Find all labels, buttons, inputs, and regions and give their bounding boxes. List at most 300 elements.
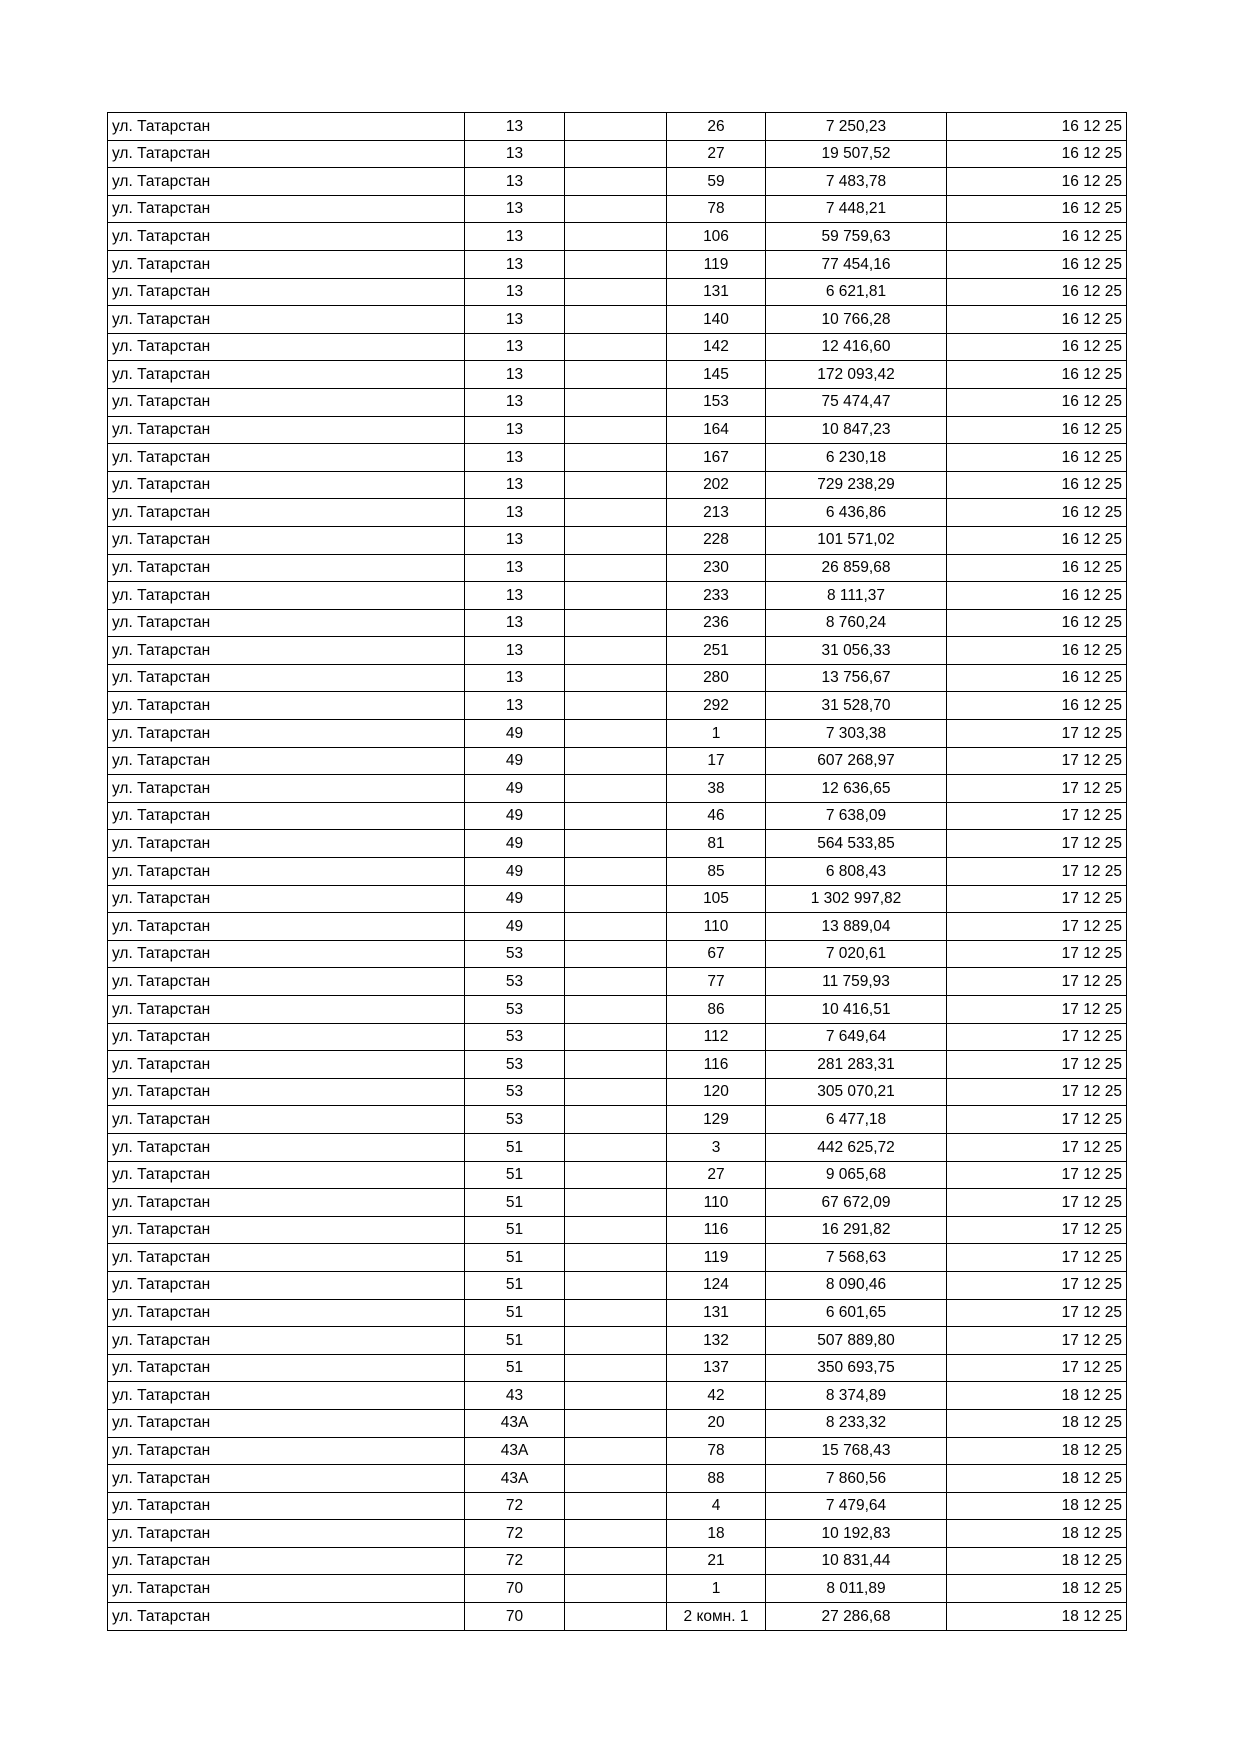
blank-cell (565, 637, 667, 665)
table-row (108, 1216, 1127, 1244)
date-cell: 17 12 25 (947, 858, 1127, 886)
building-number-cell: 72 (465, 1520, 565, 1548)
apartment-number-cell: 81 (667, 830, 766, 858)
amount-cell: 442 625,72 (766, 1133, 947, 1161)
blank-cell (565, 1133, 667, 1161)
building-number-cell: 49 (465, 747, 565, 775)
blank-cell (565, 1106, 667, 1134)
building-number-cell: 13 (465, 471, 565, 499)
street-cell: ул. Татарстан (108, 361, 465, 389)
date-cell: 16 12 25 (947, 361, 1127, 389)
date-cell: 18 12 25 (947, 1575, 1127, 1603)
amount-cell: 27 286,68 (766, 1603, 947, 1631)
building-number-cell: 13 (465, 444, 565, 472)
street-cell: ул. Татарстан (108, 1327, 465, 1355)
street-cell: ул. Татарстан (108, 1465, 465, 1493)
amount-cell: 8 374,89 (766, 1382, 947, 1410)
date-cell: 17 12 25 (947, 1161, 1127, 1189)
date-cell: 16 12 25 (947, 637, 1127, 665)
table-row (108, 1299, 1127, 1327)
apartment-number-cell: 77 (667, 968, 766, 996)
amount-cell: 6 477,18 (766, 1106, 947, 1134)
table-row (108, 692, 1127, 720)
street-cell: ул. Татарстан (108, 747, 465, 775)
blank-cell (565, 747, 667, 775)
blank-cell (565, 582, 667, 610)
street-cell: ул. Татарстан (108, 1051, 465, 1079)
table-row (108, 720, 1127, 748)
date-cell: 16 12 25 (947, 223, 1127, 251)
blank-cell (565, 1299, 667, 1327)
blank-cell (565, 140, 667, 168)
amount-cell: 13 889,04 (766, 913, 947, 941)
blank-cell (565, 1492, 667, 1520)
amount-cell: 7 860,56 (766, 1465, 947, 1493)
blank-cell (565, 278, 667, 306)
table-row (108, 1354, 1127, 1382)
blank-cell (565, 802, 667, 830)
building-number-cell: 13 (465, 526, 565, 554)
table-row (108, 940, 1127, 968)
date-cell: 18 12 25 (947, 1520, 1127, 1548)
apartment-number-cell: 1 (667, 720, 766, 748)
street-cell: ул. Татарстан (108, 1575, 465, 1603)
blank-cell (565, 195, 667, 223)
table-row (108, 1133, 1127, 1161)
apartment-number-cell: 292 (667, 692, 766, 720)
blank-cell (565, 1051, 667, 1079)
street-cell: ул. Татарстан (108, 1216, 465, 1244)
blank-cell (565, 885, 667, 913)
building-number-cell: 13 (465, 250, 565, 278)
apartment-number-cell: 233 (667, 582, 766, 610)
blank-cell (565, 1603, 667, 1631)
street-cell: ул. Татарстан (108, 1133, 465, 1161)
building-number-cell: 53 (465, 996, 565, 1024)
blank-cell (565, 1078, 667, 1106)
table-row (108, 1437, 1127, 1465)
building-number-cell: 13 (465, 499, 565, 527)
building-number-cell: 49 (465, 858, 565, 886)
amount-cell: 6 601,65 (766, 1299, 947, 1327)
building-number-cell: 49 (465, 802, 565, 830)
street-cell: ул. Татарстан (108, 720, 465, 748)
amount-cell: 305 070,21 (766, 1078, 947, 1106)
street-cell: ул. Татарстан (108, 1547, 465, 1575)
blank-cell (565, 968, 667, 996)
street-cell: ул. Татарстан (108, 388, 465, 416)
building-number-cell: 43А (465, 1409, 565, 1437)
building-number-cell: 51 (465, 1133, 565, 1161)
street-cell: ул. Татарстан (108, 1078, 465, 1106)
apartment-number-cell: 67 (667, 940, 766, 968)
blank-cell (565, 1575, 667, 1603)
date-cell: 17 12 25 (947, 1078, 1127, 1106)
blank-cell (565, 1465, 667, 1493)
apartment-number-cell: 112 (667, 1023, 766, 1051)
street-cell: ул. Татарстан (108, 1106, 465, 1134)
date-cell: 16 12 25 (947, 416, 1127, 444)
table-row (108, 444, 1127, 472)
apartment-number-cell: 110 (667, 913, 766, 941)
date-cell: 17 12 25 (947, 1354, 1127, 1382)
table-row (108, 195, 1127, 223)
blank-cell (565, 664, 667, 692)
amount-cell: 507 889,80 (766, 1327, 947, 1355)
apartment-number-cell: 86 (667, 996, 766, 1024)
building-number-cell: 51 (465, 1327, 565, 1355)
street-cell: ул. Татарстан (108, 195, 465, 223)
apartment-number-cell: 132 (667, 1327, 766, 1355)
apartment-number-cell: 106 (667, 223, 766, 251)
table-row (108, 775, 1127, 803)
blank-cell (565, 1547, 667, 1575)
amount-cell: 10 831,44 (766, 1547, 947, 1575)
apartment-number-cell: 18 (667, 1520, 766, 1548)
amount-cell: 11 759,93 (766, 968, 947, 996)
date-cell: 16 12 25 (947, 664, 1127, 692)
blank-cell (565, 1354, 667, 1382)
table-row (108, 1465, 1127, 1493)
building-number-cell: 70 (465, 1603, 565, 1631)
table-row (108, 637, 1127, 665)
blank-cell (565, 940, 667, 968)
building-number-cell: 53 (465, 1023, 565, 1051)
building-number-cell: 53 (465, 1051, 565, 1079)
building-number-cell: 53 (465, 940, 565, 968)
apartment-number-cell: 236 (667, 609, 766, 637)
street-cell: ул. Татарстан (108, 692, 465, 720)
street-cell: ул. Татарстан (108, 1023, 465, 1051)
apartment-number-cell: 120 (667, 1078, 766, 1106)
building-number-cell: 49 (465, 775, 565, 803)
amount-cell: 6 436,86 (766, 499, 947, 527)
amount-cell: 6 808,43 (766, 858, 947, 886)
table-row (108, 609, 1127, 637)
date-cell: 16 12 25 (947, 278, 1127, 306)
apartment-number-cell: 145 (667, 361, 766, 389)
street-cell: ул. Татарстан (108, 830, 465, 858)
table-row (108, 1327, 1127, 1355)
blank-cell (565, 692, 667, 720)
blank-cell (565, 1437, 667, 1465)
street-cell: ул. Татарстан (108, 913, 465, 941)
date-cell: 18 12 25 (947, 1492, 1127, 1520)
apartment-number-cell: 137 (667, 1354, 766, 1382)
blank-cell (565, 388, 667, 416)
apartment-number-cell: 42 (667, 1382, 766, 1410)
apartment-number-cell: 27 (667, 140, 766, 168)
street-cell: ул. Татарстан (108, 1299, 465, 1327)
blank-cell (565, 775, 667, 803)
table-row (108, 1409, 1127, 1437)
amount-cell: 12 636,65 (766, 775, 947, 803)
apartment-number-cell: 46 (667, 802, 766, 830)
date-cell: 17 12 25 (947, 1271, 1127, 1299)
street-cell: ул. Татарстан (108, 1161, 465, 1189)
apartment-number-cell: 251 (667, 637, 766, 665)
blank-cell (565, 1244, 667, 1272)
building-number-cell: 53 (465, 1078, 565, 1106)
date-cell: 16 12 25 (947, 499, 1127, 527)
apartment-number-cell: 3 (667, 1133, 766, 1161)
street-cell: ул. Татарстан (108, 1603, 465, 1631)
apartment-number-cell: 280 (667, 664, 766, 692)
building-number-cell: 51 (465, 1271, 565, 1299)
amount-cell: 7 483,78 (766, 168, 947, 196)
street-cell: ул. Татарстан (108, 1244, 465, 1272)
date-cell: 18 12 25 (947, 1437, 1127, 1465)
date-cell: 17 12 25 (947, 720, 1127, 748)
table-row (108, 388, 1127, 416)
building-number-cell: 49 (465, 830, 565, 858)
building-number-cell: 43 (465, 1382, 565, 1410)
amount-cell: 729 238,29 (766, 471, 947, 499)
apartment-number-cell: 131 (667, 1299, 766, 1327)
blank-cell (565, 1271, 667, 1299)
street-cell: ул. Татарстан (108, 940, 465, 968)
street-cell: ул. Татарстан (108, 609, 465, 637)
date-cell: 16 12 25 (947, 526, 1127, 554)
building-number-cell: 13 (465, 692, 565, 720)
date-cell: 17 12 25 (947, 996, 1127, 1024)
apartment-number-cell: 213 (667, 499, 766, 527)
date-cell: 16 12 25 (947, 250, 1127, 278)
date-cell: 17 12 25 (947, 802, 1127, 830)
amount-cell: 7 649,64 (766, 1023, 947, 1051)
blank-cell (565, 858, 667, 886)
blank-cell (565, 1161, 667, 1189)
apartment-number-cell: 119 (667, 1244, 766, 1272)
blank-cell (565, 996, 667, 1024)
apartment-number-cell: 124 (667, 1271, 766, 1299)
date-cell: 16 12 25 (947, 140, 1127, 168)
table-row (108, 1189, 1127, 1217)
building-number-cell: 13 (465, 361, 565, 389)
street-cell: ул. Татарстан (108, 582, 465, 610)
amount-cell: 7 250,23 (766, 113, 947, 141)
date-cell: 16 12 25 (947, 333, 1127, 361)
blank-cell (565, 250, 667, 278)
amount-cell: 8 233,32 (766, 1409, 947, 1437)
payments-table-body (108, 113, 1127, 1631)
table-row (108, 554, 1127, 582)
apartment-number-cell: 21 (667, 1547, 766, 1575)
apartment-number-cell: 1 (667, 1575, 766, 1603)
table-row (108, 1492, 1127, 1520)
street-cell: ул. Татарстан (108, 637, 465, 665)
apartment-number-cell: 85 (667, 858, 766, 886)
apartment-number-cell: 88 (667, 1465, 766, 1493)
blank-cell (565, 1189, 667, 1217)
apartment-number-cell: 131 (667, 278, 766, 306)
building-number-cell: 43А (465, 1465, 565, 1493)
building-number-cell: 13 (465, 278, 565, 306)
amount-cell: 1 302 997,82 (766, 885, 947, 913)
date-cell: 17 12 25 (947, 1189, 1127, 1217)
street-cell: ул. Татарстан (108, 1271, 465, 1299)
apartment-number-cell: 59 (667, 168, 766, 196)
street-cell: ул. Татарстан (108, 250, 465, 278)
table-row (108, 1244, 1127, 1272)
apartment-number-cell: 140 (667, 306, 766, 334)
amount-cell: 19 507,52 (766, 140, 947, 168)
apartment-number-cell: 78 (667, 195, 766, 223)
table-row (108, 140, 1127, 168)
blank-cell (565, 913, 667, 941)
date-cell: 16 12 25 (947, 609, 1127, 637)
amount-cell: 15 768,43 (766, 1437, 947, 1465)
amount-cell: 75 474,47 (766, 388, 947, 416)
blank-cell (565, 1382, 667, 1410)
apartment-number-cell: 167 (667, 444, 766, 472)
apartment-number-cell: 116 (667, 1051, 766, 1079)
amount-cell: 7 020,61 (766, 940, 947, 968)
amount-cell: 10 416,51 (766, 996, 947, 1024)
table-row (108, 913, 1127, 941)
table-row (108, 1106, 1127, 1134)
building-number-cell: 13 (465, 168, 565, 196)
date-cell: 17 12 25 (947, 1051, 1127, 1079)
table-row (108, 1520, 1127, 1548)
table-row (108, 747, 1127, 775)
table-row (108, 802, 1127, 830)
building-number-cell: 13 (465, 637, 565, 665)
apartment-number-cell: 110 (667, 1189, 766, 1217)
blank-cell (565, 223, 667, 251)
date-cell: 17 12 25 (947, 885, 1127, 913)
date-cell: 17 12 25 (947, 1244, 1127, 1272)
amount-cell: 8 111,37 (766, 582, 947, 610)
apartment-number-cell: 228 (667, 526, 766, 554)
table-row (108, 582, 1127, 610)
table-row (108, 1271, 1127, 1299)
amount-cell: 10 847,23 (766, 416, 947, 444)
street-cell: ул. Татарстан (108, 802, 465, 830)
street-cell: ул. Татарстан (108, 1520, 465, 1548)
blank-cell (565, 830, 667, 858)
table-row (108, 499, 1127, 527)
amount-cell: 7 303,38 (766, 720, 947, 748)
table-row (108, 1603, 1127, 1631)
building-number-cell: 53 (465, 1106, 565, 1134)
street-cell: ул. Татарстан (108, 499, 465, 527)
building-number-cell: 13 (465, 416, 565, 444)
building-number-cell: 13 (465, 195, 565, 223)
street-cell: ул. Татарстан (108, 168, 465, 196)
building-number-cell: 13 (465, 333, 565, 361)
building-number-cell: 53 (465, 968, 565, 996)
building-number-cell: 13 (465, 388, 565, 416)
amount-cell: 10 192,83 (766, 1520, 947, 1548)
building-number-cell: 51 (465, 1299, 565, 1327)
amount-cell: 6 621,81 (766, 278, 947, 306)
building-number-cell: 49 (465, 720, 565, 748)
building-number-cell: 13 (465, 582, 565, 610)
date-cell: 16 12 25 (947, 306, 1127, 334)
amount-cell: 172 093,42 (766, 361, 947, 389)
street-cell: ул. Татарстан (108, 223, 465, 251)
date-cell: 16 12 25 (947, 554, 1127, 582)
street-cell: ул. Татарстан (108, 858, 465, 886)
blank-cell (565, 333, 667, 361)
table-row (108, 858, 1127, 886)
building-number-cell: 70 (465, 1575, 565, 1603)
amount-cell: 59 759,63 (766, 223, 947, 251)
blank-cell (565, 526, 667, 554)
amount-cell: 564 533,85 (766, 830, 947, 858)
amount-cell: 8 090,46 (766, 1271, 947, 1299)
amount-cell: 9 065,68 (766, 1161, 947, 1189)
date-cell: 17 12 25 (947, 830, 1127, 858)
date-cell: 16 12 25 (947, 692, 1127, 720)
date-cell: 17 12 25 (947, 747, 1127, 775)
amount-cell: 67 672,09 (766, 1189, 947, 1217)
amount-cell: 101 571,02 (766, 526, 947, 554)
date-cell: 18 12 25 (947, 1382, 1127, 1410)
apartment-number-cell: 230 (667, 554, 766, 582)
apartment-number-cell: 202 (667, 471, 766, 499)
street-cell: ул. Татарстан (108, 1492, 465, 1520)
amount-cell: 281 283,31 (766, 1051, 947, 1079)
street-cell: ул. Татарстан (108, 775, 465, 803)
building-number-cell: 13 (465, 140, 565, 168)
street-cell: ул. Татарстан (108, 333, 465, 361)
street-cell: ул. Татарстан (108, 306, 465, 334)
date-cell: 18 12 25 (947, 1409, 1127, 1437)
table-row (108, 361, 1127, 389)
amount-cell: 12 416,60 (766, 333, 947, 361)
blank-cell (565, 720, 667, 748)
date-cell: 16 12 25 (947, 195, 1127, 223)
apartment-number-cell: 129 (667, 1106, 766, 1134)
blank-cell (565, 499, 667, 527)
table-row (108, 664, 1127, 692)
apartment-number-cell: 116 (667, 1216, 766, 1244)
apartment-number-cell: 4 (667, 1492, 766, 1520)
blank-cell (565, 1327, 667, 1355)
date-cell: 16 12 25 (947, 168, 1127, 196)
table-row (108, 1051, 1127, 1079)
apartment-number-cell: 164 (667, 416, 766, 444)
amount-cell: 16 291,82 (766, 1216, 947, 1244)
amount-cell: 7 638,09 (766, 802, 947, 830)
blank-cell (565, 168, 667, 196)
street-cell: ул. Татарстан (108, 113, 465, 141)
date-cell: 17 12 25 (947, 940, 1127, 968)
street-cell: ул. Татарстан (108, 1354, 465, 1382)
amount-cell: 8 760,24 (766, 609, 947, 637)
blank-cell (565, 361, 667, 389)
building-number-cell: 49 (465, 885, 565, 913)
street-cell: ул. Татарстан (108, 554, 465, 582)
building-number-cell: 49 (465, 913, 565, 941)
amount-cell: 7 448,21 (766, 195, 947, 223)
apartment-number-cell: 2 комн. 1 (667, 1603, 766, 1631)
building-number-cell: 13 (465, 223, 565, 251)
amount-cell: 350 693,75 (766, 1354, 947, 1382)
date-cell: 16 12 25 (947, 582, 1127, 610)
building-number-cell: 72 (465, 1547, 565, 1575)
date-cell: 17 12 25 (947, 968, 1127, 996)
table-row (108, 1547, 1127, 1575)
table-row (108, 223, 1127, 251)
street-cell: ул. Татарстан (108, 1437, 465, 1465)
date-cell: 17 12 25 (947, 1216, 1127, 1244)
blank-cell (565, 1409, 667, 1437)
table-row (108, 830, 1127, 858)
date-cell: 16 12 25 (947, 471, 1127, 499)
